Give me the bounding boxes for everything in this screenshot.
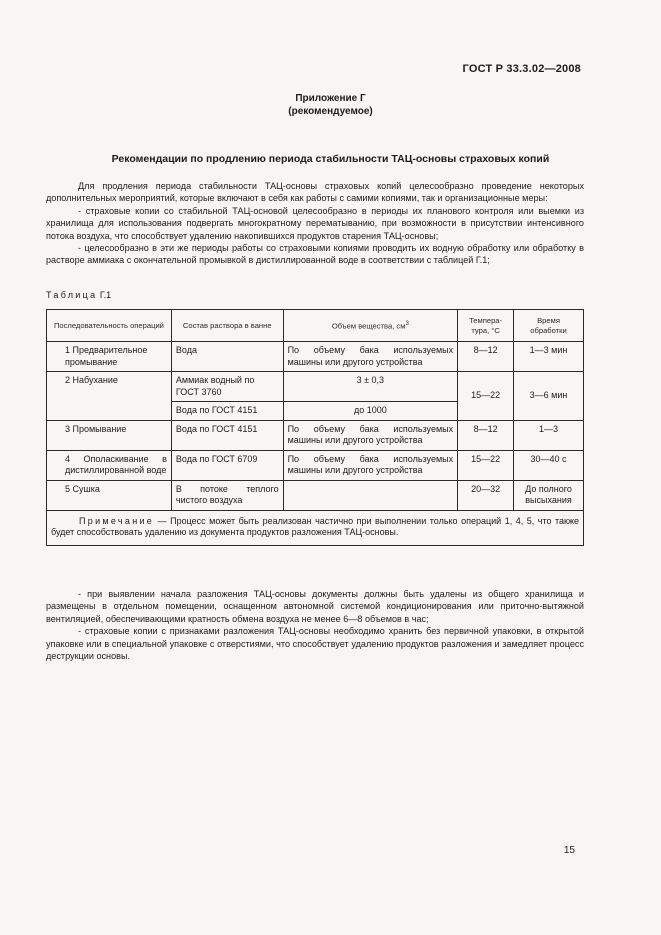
cell-time: 1—3 — [514, 420, 584, 450]
header-sequence: Последовательность операций — [47, 310, 172, 342]
cell-temperature: 20—32 — [458, 480, 514, 510]
cell-sequence: 5 Сушка — [47, 480, 172, 510]
table-row — [47, 450, 584, 480]
cell-volume: до 1000 — [283, 402, 458, 421]
table-row — [47, 420, 584, 450]
header-composition: Состав раствора в ванне — [171, 310, 283, 342]
processing-table — [46, 309, 584, 546]
cell-volume: По объему бака используемых машины или другого устройства — [283, 342, 458, 372]
cell-time: 3—6 мин — [514, 372, 584, 421]
cell-temperature: 8—12 — [458, 342, 514, 372]
header-volume-sup: 3 — [405, 321, 409, 328]
cell-volume: По объему бака используемых машины или другого устройства — [283, 450, 458, 480]
header-volume — [283, 310, 458, 342]
cell-sequence: 2 Набухание — [47, 372, 172, 421]
section-title: Рекомендации по продлению периода стабильности ТАЦ-основы страховых копий — [111, 153, 550, 165]
table-caption — [46, 290, 111, 300]
cell-composition: Вода по ГОСТ 4151 — [171, 420, 283, 450]
list-item: - при выявлении начала разложения ТАЦ-основы документы должны быть удалены из общего хранилища и размещены в отдельном помещении, оснащенном автономной системой кондиционирования или приточно-вытяжной вентиляцией, обеспечивающими кратность обмена воздуха не менее 6—8 объемов в час; — [46, 589, 584, 624]
cell-time: 30—40 с — [514, 450, 584, 480]
cell-sequence: 3 Промывание — [47, 420, 172, 450]
table-row — [47, 372, 584, 402]
cell-volume: 3 ± 0,3 — [283, 372, 458, 402]
header-time: Время обработки — [514, 310, 584, 342]
list-item: - целесообразно в эти же периоды работы со страховыми копиями проводить их водную обработку или обработку в растворе аммиака с окончательной промывкой в дистиллированной воде в соответствии с таблицей Г.1; — [46, 243, 584, 266]
table-note — [47, 510, 584, 545]
document-id: ГОСТ Р 33.3.02—2008 — [462, 63, 581, 75]
cell-volume: По объему бака используемых машины или другого устройства — [283, 420, 458, 450]
cell-composition: Вода по ГОСТ 6709 — [171, 450, 283, 480]
paragraph: Для продления периода стабильности ТАЦ-основы страховых копий целесообразно проведение некоторых дополнительных мероприятий, которые включают в себя как работы с самими копиями, так и организационные меры: — [46, 181, 584, 204]
intro-text — [46, 180, 584, 267]
cell-sequence: 4 Ополаскивание в дистиллированной воде — [47, 450, 172, 480]
appendix-heading — [0, 92, 661, 118]
cell-time: 1—3 мин — [514, 342, 584, 372]
page-number: 15 — [563, 845, 575, 856]
table-row — [47, 342, 584, 372]
table-note-row — [47, 510, 584, 545]
cell-sequence: 1 Предварительное промывание — [47, 342, 172, 372]
header-temperature: Темпера-тура, °С — [458, 310, 514, 342]
cell-time: До полного высыхания — [514, 480, 584, 510]
table-header-row — [47, 310, 584, 342]
cell-temperature: 15—22 — [458, 450, 514, 480]
closing-text — [46, 588, 584, 662]
table-caption-number: Г.1 — [99, 290, 112, 300]
list-item: - страховые копии с признаками разложения ТАЦ-основы необходимо хранить без первичной упаковки, в открытой упаковке или в специальной упаковке с отверстиями, что способствует удалению продуктов разложения и замедляет процесс деструкции основы. — [46, 626, 584, 662]
cell-volume — [283, 480, 458, 510]
cell-composition: Аммиак водный по ГОСТ 3760 — [171, 372, 283, 402]
cell-composition: Вода — [171, 342, 283, 372]
note-text: — Процесс может быть реализован частично при выполнении только операций 1, 4, 5, что также будет способствовать удалению из документа продуктов разложения ТАЦ-основы. — [51, 515, 579, 537]
cell-composition: В потоке теплого чистого воздуха — [171, 480, 283, 510]
cell-temperature: 15—22 — [458, 372, 514, 421]
cell-temperature: 8—12 — [458, 420, 514, 450]
cell-composition: Вода по ГОСТ 4151 — [171, 402, 283, 421]
table-row — [47, 480, 584, 510]
header-volume-text: Объем вещества, см — [331, 321, 406, 331]
note-label: Примечание — [79, 515, 155, 526]
list-item: - страховые копии со стабильной ТАЦ-основой целесообразно в периоды их планового контроля или выемки из хранилища для использования подвергать многократному перематыванию, при возможности в присутствии интенсивного потока воздуха, что способствует удалению накопившихся продуктов старения ТАЦ-основы; — [46, 205, 584, 241]
table-caption-prefix: Таблица — [46, 290, 98, 300]
appendix-subtitle: (рекомендуемое) — [288, 106, 373, 117]
appendix-title: Приложение Г — [295, 93, 366, 104]
